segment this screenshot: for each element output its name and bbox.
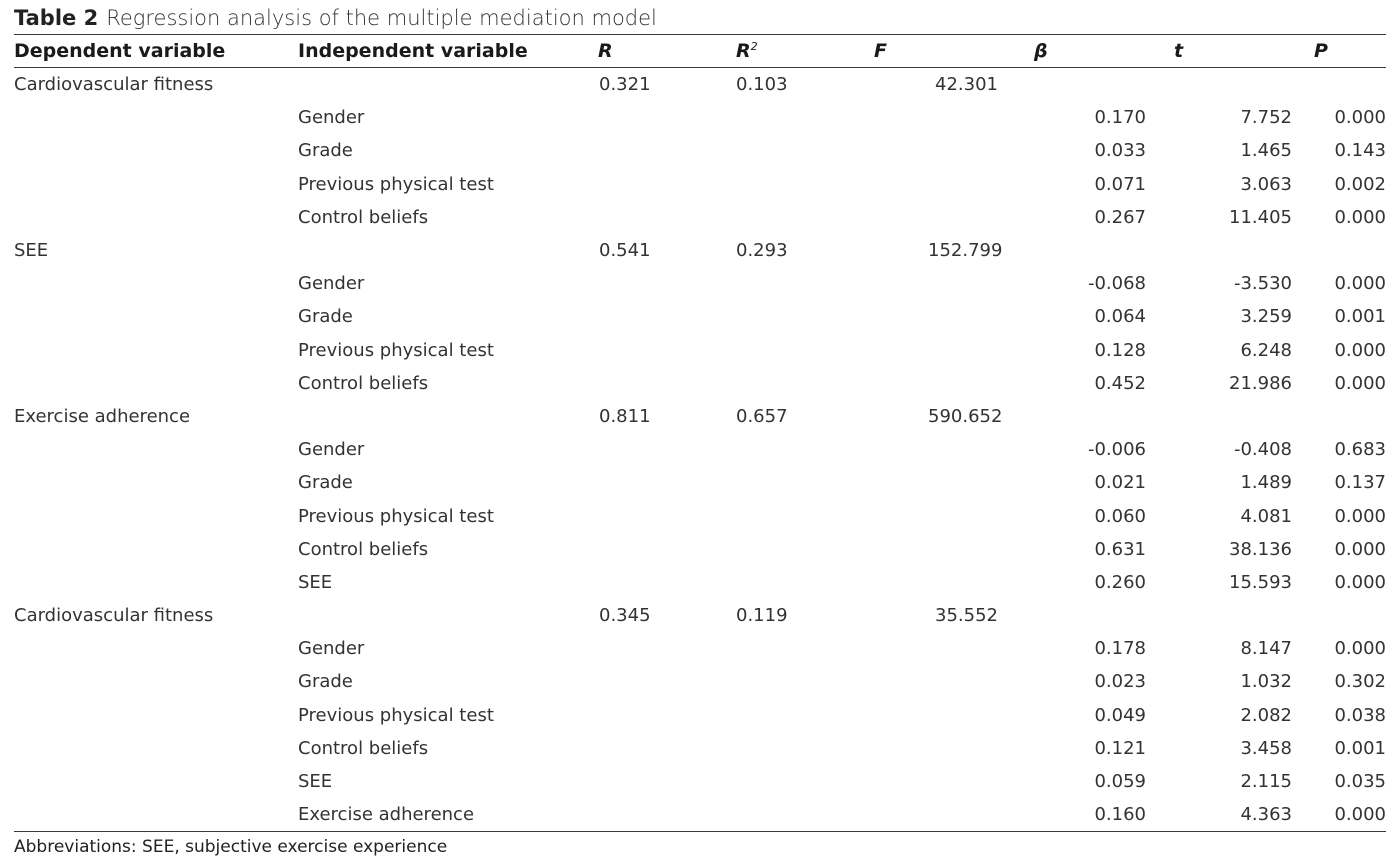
cell-beta — [1034, 499, 1174, 532]
cell-p: 0.000 — [1334, 372, 1386, 394]
header-beta: β — [1034, 35, 1174, 68]
cell-t — [1174, 732, 1314, 765]
cell-r — [598, 201, 736, 234]
cell-independent-variable: Previous physical test — [298, 704, 494, 726]
cell-beta — [1034, 466, 1174, 499]
table-row — [14, 566, 1386, 599]
cell-beta — [1034, 101, 1174, 134]
cell-beta-value: 0.178 — [1094, 638, 1146, 660]
cell-beta-value: 0.128 — [1094, 339, 1146, 361]
cell-dependent-variable — [14, 367, 298, 400]
cell-r-squared — [736, 168, 874, 201]
table-row — [14, 367, 1386, 400]
cell-r-squared — [736, 466, 874, 499]
cell-r-squared — [736, 665, 874, 698]
cell-t — [1174, 201, 1314, 234]
header-row — [14, 35, 1386, 68]
cell-dependent-variable — [14, 101, 298, 134]
cell-dependent-variable — [14, 201, 298, 234]
cell-p: 0.000 — [1334, 273, 1386, 295]
cell-r-squared — [736, 699, 874, 732]
cell-dependent-variable — [14, 168, 298, 201]
cell-f — [874, 599, 1034, 632]
cell-beta — [1034, 433, 1174, 466]
cell-r-squared — [736, 433, 874, 466]
cell-beta-value: 0.021 — [1094, 472, 1146, 494]
cell-r — [598, 798, 736, 832]
cell-dependent-variable: Cardiovascular fitness — [14, 74, 214, 96]
header-r-squared — [736, 35, 874, 68]
cell-beta — [1034, 334, 1174, 367]
cell-beta-value: -0.068 — [1087, 273, 1146, 295]
cell-t — [1174, 632, 1314, 665]
table-row — [14, 599, 1386, 632]
table-caption — [14, 0, 1386, 35]
cell-r: 0.811 — [599, 405, 651, 427]
cell-beta — [1034, 798, 1174, 832]
cell-p: 0.137 — [1334, 472, 1386, 494]
cell-t — [1174, 400, 1314, 433]
cell-t-value: 2.082 — [1240, 704, 1292, 726]
table-row — [14, 201, 1386, 234]
cell-p: 0.038 — [1334, 704, 1386, 726]
table-header — [14, 35, 1386, 68]
cell-independent-variable: Previous physical test — [298, 339, 494, 361]
cell-r-squared — [736, 765, 874, 798]
table-row — [14, 267, 1386, 300]
cell-dependent-variable: Exercise adherence — [14, 405, 191, 427]
header-r-squared-base: R — [736, 40, 751, 62]
cell-p: 0.001 — [1334, 737, 1386, 759]
cell-p — [1314, 599, 1386, 632]
cell-independent-variable: Previous physical test — [298, 173, 494, 195]
cell-t-value: 1.465 — [1240, 140, 1292, 162]
cell-r — [598, 699, 736, 732]
cell-p: 0.000 — [1334, 538, 1386, 560]
table-row — [14, 665, 1386, 698]
cell-f — [874, 267, 1034, 300]
regression-table — [14, 35, 1386, 832]
cell-beta — [1034, 533, 1174, 566]
cell-p — [1314, 68, 1386, 102]
cell-t — [1174, 267, 1314, 300]
table-row — [14, 466, 1386, 499]
cell-t — [1174, 168, 1314, 201]
cell-beta-value: 0.033 — [1094, 140, 1146, 162]
cell-independent-variable: Previous physical test — [298, 505, 494, 527]
cell-p: 0.000 — [1334, 571, 1386, 593]
cell-t — [1174, 334, 1314, 367]
cell-beta — [1034, 201, 1174, 234]
cell-t-value: 1.489 — [1240, 472, 1292, 494]
cell-beta-value: 0.059 — [1094, 771, 1146, 793]
cell-independent-variable — [298, 599, 598, 632]
cell-f — [874, 798, 1034, 832]
cell-f — [874, 665, 1034, 698]
cell-t-value: -3.530 — [1233, 273, 1292, 295]
cell-r-squared — [736, 566, 874, 599]
cell-f — [874, 499, 1034, 532]
cell-r — [598, 267, 736, 300]
cell-beta — [1034, 168, 1174, 201]
cell-f — [874, 732, 1034, 765]
cell-dependent-variable — [14, 499, 298, 532]
cell-independent-variable: Grade — [298, 671, 353, 693]
cell-r — [598, 765, 736, 798]
header-p: P — [1314, 35, 1386, 68]
table-row — [14, 433, 1386, 466]
cell-t-value: 6.248 — [1240, 339, 1292, 361]
cell-r-squared — [736, 533, 874, 566]
cell-independent-variable — [298, 400, 598, 433]
cell-r — [598, 101, 736, 134]
cell-f — [874, 400, 1034, 433]
cell-r-squared — [736, 300, 874, 333]
cell-dependent-variable — [14, 632, 298, 665]
cell-r-squared — [736, 732, 874, 765]
cell-independent-variable — [298, 68, 598, 102]
cell-t-value: 7.752 — [1240, 107, 1292, 129]
cell-beta — [1034, 599, 1174, 632]
cell-r-squared — [736, 267, 874, 300]
cell-t-value: 4.081 — [1240, 505, 1292, 527]
cell-independent-variable — [298, 234, 598, 267]
cell-t-value: 3.259 — [1240, 306, 1292, 328]
cell-t — [1174, 499, 1314, 532]
table-row — [14, 68, 1386, 102]
cell-beta — [1034, 267, 1174, 300]
table-figure — [14, 0, 1386, 862]
cell-r — [598, 665, 736, 698]
cell-p: 0.000 — [1334, 107, 1386, 129]
cell-beta-value: 0.071 — [1094, 173, 1146, 195]
cell-p: 0.001 — [1334, 306, 1386, 328]
table-row — [14, 765, 1386, 798]
cell-dependent-variable — [14, 566, 298, 599]
cell-beta-value: 0.267 — [1094, 206, 1146, 228]
table-row — [14, 632, 1386, 665]
cell-f — [874, 234, 1034, 267]
header-independent-variable: Independent variable — [298, 35, 598, 68]
cell-f — [874, 101, 1034, 134]
cell-p: 0.000 — [1334, 206, 1386, 228]
table-body — [14, 68, 1386, 832]
cell-independent-variable: Gender — [298, 273, 365, 295]
table-row — [14, 699, 1386, 732]
cell-beta — [1034, 68, 1174, 102]
cell-f-value: 152.799 — [928, 240, 1003, 262]
cell-r — [598, 367, 736, 400]
cell-beta — [1034, 234, 1174, 267]
cell-r — [598, 300, 736, 333]
cell-f — [874, 433, 1034, 466]
cell-f — [874, 466, 1034, 499]
cell-t-value: 38.136 — [1229, 538, 1292, 560]
cell-t — [1174, 134, 1314, 167]
cell-independent-variable: Control beliefs — [298, 372, 429, 394]
cell-independent-variable: Control beliefs — [298, 206, 429, 228]
table-title: Regression analysis of the multiple mediation model — [106, 6, 657, 30]
table-row — [14, 134, 1386, 167]
header-r-squared-sup: 2 — [750, 40, 758, 53]
header-r: R — [598, 35, 736, 68]
cell-beta-value: 0.170 — [1094, 107, 1146, 129]
cell-p: 0.000 — [1334, 505, 1386, 527]
cell-dependent-variable: Cardiovascular fitness — [14, 605, 214, 627]
cell-dependent-variable — [14, 466, 298, 499]
cell-t-value: -0.408 — [1233, 439, 1292, 461]
cell-dependent-variable: SEE — [14, 240, 49, 262]
cell-beta — [1034, 566, 1174, 599]
cell-r-squared — [736, 499, 874, 532]
cell-dependent-variable — [14, 798, 298, 832]
cell-beta-value: 0.060 — [1094, 505, 1146, 527]
cell-p: 0.302 — [1334, 671, 1386, 693]
cell-beta-value: 0.160 — [1094, 804, 1146, 826]
cell-r — [598, 433, 736, 466]
table-row — [14, 334, 1386, 367]
table-label: Table 2 — [14, 6, 99, 30]
cell-t-value: 15.593 — [1229, 571, 1292, 593]
table-row — [14, 101, 1386, 134]
cell-t — [1174, 798, 1314, 832]
cell-t — [1174, 234, 1314, 267]
cell-r-squared — [736, 632, 874, 665]
cell-r — [598, 334, 736, 367]
cell-dependent-variable — [14, 134, 298, 167]
cell-r — [598, 732, 736, 765]
cell-r — [598, 533, 736, 566]
cell-beta-value: 0.260 — [1094, 571, 1146, 593]
cell-t — [1174, 466, 1314, 499]
cell-dependent-variable — [14, 732, 298, 765]
cell-t — [1174, 665, 1314, 698]
cell-r — [598, 632, 736, 665]
cell-dependent-variable — [14, 267, 298, 300]
cell-t — [1174, 765, 1314, 798]
cell-f — [874, 765, 1034, 798]
cell-t — [1174, 699, 1314, 732]
cell-r-squared: 0.657 — [736, 405, 788, 427]
cell-t-value: 1.032 — [1240, 671, 1292, 693]
header-t: t — [1174, 35, 1314, 68]
cell-r — [598, 134, 736, 167]
cell-t — [1174, 367, 1314, 400]
cell-p — [1314, 234, 1386, 267]
table-row — [14, 798, 1386, 832]
cell-t — [1174, 68, 1314, 102]
cell-r-squared: 0.293 — [736, 240, 788, 262]
table-row — [14, 499, 1386, 532]
cell-beta-value: 0.631 — [1094, 538, 1146, 560]
cell-beta — [1034, 367, 1174, 400]
cell-dependent-variable — [14, 334, 298, 367]
cell-t — [1174, 433, 1314, 466]
table-row — [14, 300, 1386, 333]
cell-t-value: 2.115 — [1240, 771, 1292, 793]
cell-independent-variable: Gender — [298, 638, 365, 660]
cell-beta-value: 0.121 — [1094, 737, 1146, 759]
cell-r-squared — [736, 334, 874, 367]
cell-dependent-variable — [14, 433, 298, 466]
cell-f — [874, 566, 1034, 599]
cell-dependent-variable — [14, 765, 298, 798]
cell-p: 0.035 — [1334, 771, 1386, 793]
cell-f-value: 590.652 — [928, 405, 1003, 427]
cell-t — [1174, 300, 1314, 333]
cell-p: 0.683 — [1334, 439, 1386, 461]
cell-beta-value: 0.023 — [1094, 671, 1146, 693]
cell-t-value: 11.405 — [1229, 206, 1292, 228]
cell-beta — [1034, 134, 1174, 167]
cell-beta — [1034, 632, 1174, 665]
cell-r-squared — [736, 367, 874, 400]
cell-beta — [1034, 665, 1174, 698]
table-row — [14, 400, 1386, 433]
cell-t-value: 3.063 — [1240, 173, 1292, 195]
cell-t — [1174, 566, 1314, 599]
cell-beta — [1034, 400, 1174, 433]
cell-independent-variable: Gender — [298, 439, 365, 461]
cell-r — [598, 168, 736, 201]
cell-f — [874, 201, 1034, 234]
cell-t-value: 4.363 — [1240, 804, 1292, 826]
cell-p: 0.000 — [1314, 798, 1386, 832]
cell-t — [1174, 101, 1314, 134]
cell-independent-variable: Grade — [298, 140, 353, 162]
cell-independent-variable: SEE — [298, 571, 333, 593]
cell-f — [874, 533, 1034, 566]
cell-r — [598, 499, 736, 532]
cell-r — [598, 566, 736, 599]
table-row — [14, 168, 1386, 201]
cell-independent-variable: Gender — [298, 107, 365, 129]
table-row — [14, 533, 1386, 566]
cell-r-squared: 0.103 — [736, 74, 788, 96]
cell-dependent-variable — [14, 300, 298, 333]
cell-f — [874, 168, 1034, 201]
cell-r-squared: 0.119 — [736, 605, 788, 627]
cell-t — [1174, 533, 1314, 566]
cell-independent-variable: Grade — [298, 306, 353, 328]
cell-r-squared — [736, 134, 874, 167]
cell-r: 0.345 — [599, 605, 651, 627]
cell-t-value: 3.458 — [1240, 737, 1292, 759]
cell-f — [874, 134, 1034, 167]
table-row — [14, 732, 1386, 765]
cell-independent-variable: Grade — [298, 472, 353, 494]
cell-t-value: 8.147 — [1240, 638, 1292, 660]
cell-independent-variable: Control beliefs — [298, 737, 429, 759]
cell-f — [874, 334, 1034, 367]
cell-beta-value: 0.064 — [1094, 306, 1146, 328]
cell-beta — [1034, 300, 1174, 333]
table-row — [14, 234, 1386, 267]
cell-f — [874, 367, 1034, 400]
cell-f — [874, 632, 1034, 665]
cell-r-squared — [736, 101, 874, 134]
cell-f — [874, 300, 1034, 333]
cell-beta — [1034, 699, 1174, 732]
cell-independent-variable: SEE — [298, 771, 333, 793]
cell-r-squared — [736, 798, 874, 832]
header-f: F — [874, 35, 1034, 68]
cell-r — [598, 466, 736, 499]
cell-p — [1314, 400, 1386, 433]
cell-beta-value: -0.006 — [1087, 439, 1146, 461]
cell-dependent-variable — [14, 533, 298, 566]
cell-beta — [1034, 732, 1174, 765]
cell-f — [874, 68, 1034, 102]
cell-r: 0.541 — [599, 240, 651, 262]
cell-f-value: 42.301 — [935, 74, 998, 96]
cell-beta-value: 0.452 — [1094, 372, 1146, 394]
cell-beta-value: 0.049 — [1094, 704, 1146, 726]
cell-t — [1174, 599, 1314, 632]
cell-beta — [1034, 765, 1174, 798]
table-footnote: Abbreviations: SEE, subjective exercise experience — [14, 837, 448, 858]
cell-dependent-variable — [14, 665, 298, 698]
cell-r: 0.321 — [599, 74, 651, 96]
cell-independent-variable: Control beliefs — [298, 538, 429, 560]
cell-p: 0.000 — [1334, 339, 1386, 361]
cell-r-squared — [736, 201, 874, 234]
cell-f-value: 35.552 — [935, 605, 998, 627]
cell-p: 0.002 — [1334, 173, 1386, 195]
cell-t-value: 21.986 — [1229, 372, 1292, 394]
cell-p: 0.000 — [1334, 638, 1386, 660]
header-dependent-variable: Dependent variable — [14, 35, 298, 68]
cell-dependent-variable — [14, 699, 298, 732]
cell-p: 0.143 — [1334, 140, 1386, 162]
cell-f — [874, 699, 1034, 732]
cell-independent-variable: Exercise adherence — [298, 798, 598, 832]
